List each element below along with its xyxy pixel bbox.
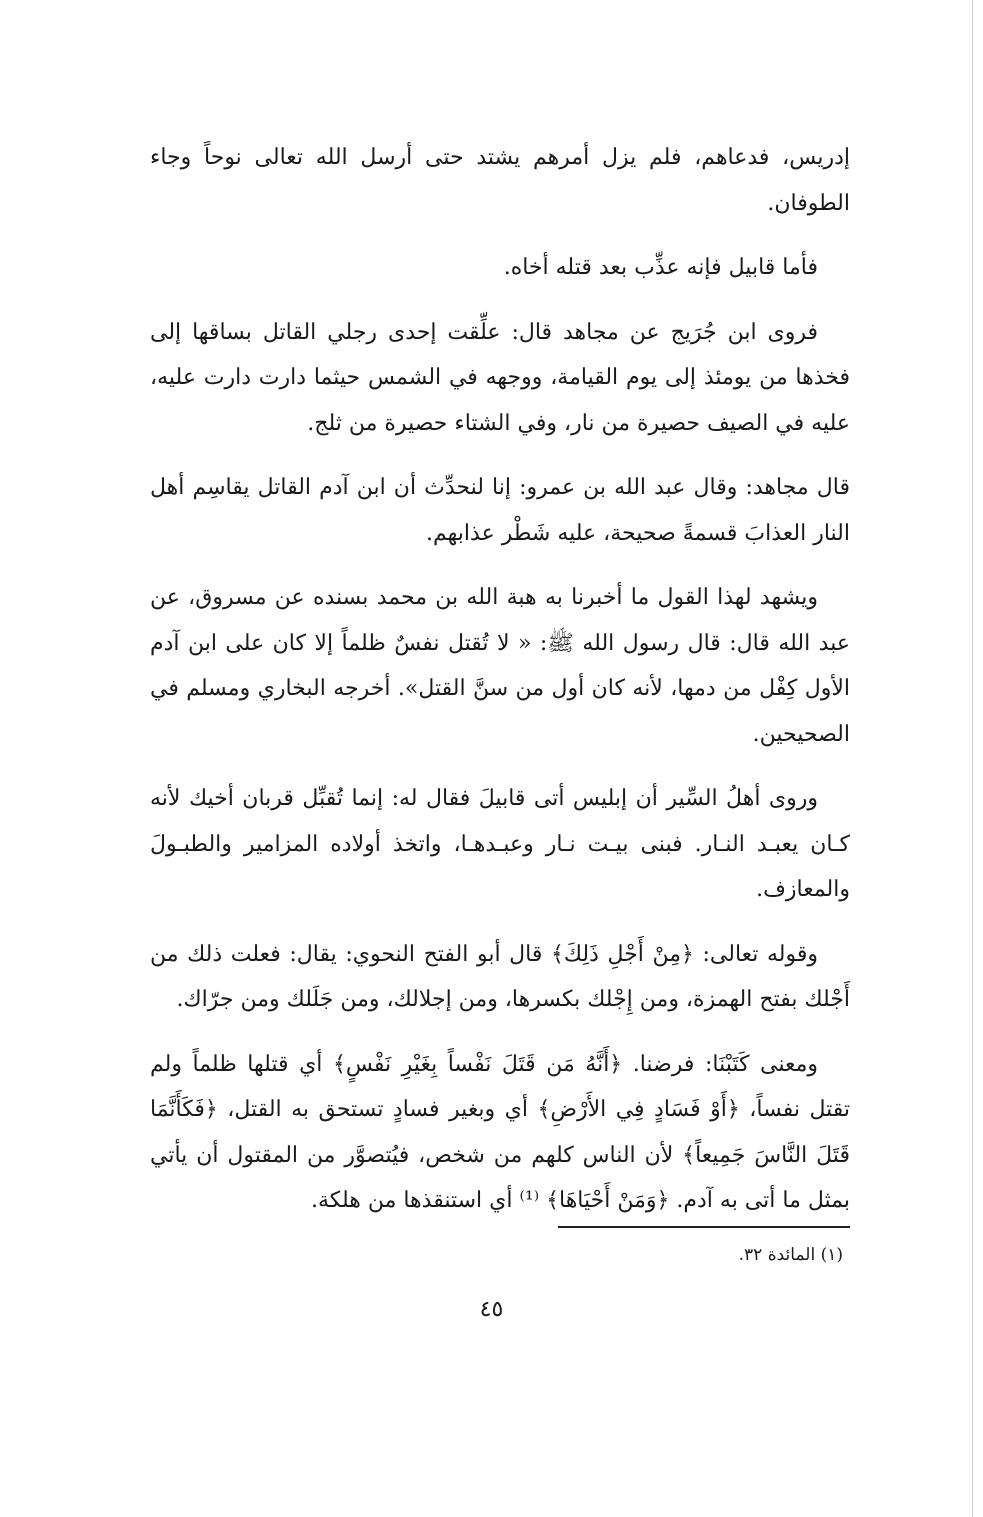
page-edge-line <box>972 0 973 1517</box>
paragraph-4: قال مجاهد: وقال عبد الله بن عمرو: إنا لنحدِّث أن ابن آدم القاتل يقاسِم أهل النار العذابَ قسمةً صحيحة، عليه شَطْر عذابهم. <box>150 475 850 546</box>
footnote-separator <box>558 1226 850 1228</box>
page-body <box>150 135 850 1243</box>
paragraph-6: وروى أهلُ السِّير أن إبليس أتى قابيلَ فقال له: إنما تُقبِّل قربان أخيك لأنه كـان يعبـد النـار. فبنى بيـت نـار وعبـدهـا، واتخذ أولاده المزامير والطبـولَ والمعازف. <box>150 786 850 902</box>
paragraph-8: ومعنى كَتَبْنَا: فرضنا. ﴿أَنَّهُ مَن قَتَلَ نَفْساً بِغَيْرِ نَفْسٍ﴾ أي قتلها ظلماً ولم تقتل نفساً، ﴿أَوْ فَسَادٍ فِي الأَرْضِ﴾ أي وبغير فسادٍ تستحق به القتل، ﴿فَكَأَنَّمَا قَتَلَ النَّاسَ جَمِيعاً﴾ لأن الناس كلهم من شخص، فيُتصوَّر من المقتول أن يأتي بمثل ما أتى به آدم. ﴿وَمَنْ أَحْيَاهَا﴾ ⁽¹⁾ أي استنقذها من هلكة. <box>150 1051 850 1213</box>
footnote: (١) المائدة ٣٢. <box>738 1245 843 1265</box>
paragraph-1: إدريس، فدعاهم، فلم يزل أمرهم يشتد حتى أرسل الله تعالى نوحاً وجاء الطوفان. <box>150 145 850 216</box>
paragraph-5: ويشهد لهذا القول ما أخبرنا به هبة الله بن محمد بسنده عن مسروق، عن عبد الله قال: قال رسول الله ﷺ: « لا تُقتل نفسٌ ظلماً إلا كان على ابن آدم الأول كِفْل من دمها، لأنه كان أول من سنَّ القتل». أخرجه البخاري ومسلم في الصحيحين. <box>150 585 850 747</box>
paragraph-2: فأما قابيل فإنه عذِّب بعد قتله أخاه. <box>503 255 818 280</box>
paragraph-7: وقوله تعالى: ﴿مِنْ أَجْلِ ذَلِكَ﴾ قال أبو الفتح النحوي: يقال: فعلت ذلك من أَجْلك بفتح الهمزة، ومن إِجْلك بكسرها، ومن إجلالك، ومن جَلَلك ومن جرّاك. <box>150 941 850 1012</box>
paragraph-3: فروى ابن جُرَيج عن مجاهد قال: علِّقت إحدى رجلي القاتل بساقها إلى فخذها من يومئذ إلى يوم القيامة، ووجهه في الشمس حيثما دارت دارت عليه، عليه في الصيف حصيرة من نار، وفي الشتاء حصيرة من ثلج. <box>150 319 850 436</box>
page-number: ٤٥ <box>479 1297 504 1322</box>
